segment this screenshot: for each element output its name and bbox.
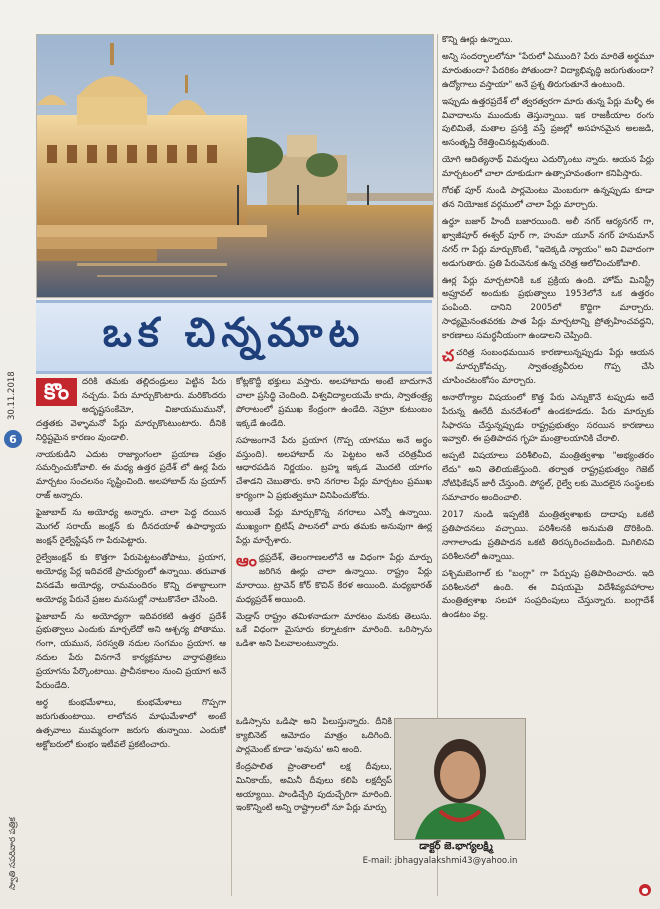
paragraph: 2017 నుండి ఇప్పటికి మంత్రిత్వశాఖకు దాదాపు ఒకటి ప్రతిపాదనలు వచ్చాయి. పరిశీలనకి అనుమతి దొరికింది. నాగాలాండు ప్రతిపాదన ఒకటి తిరస్కరించబడింది. మిగిలినవి పరిశీలనలో ఉన్నాయి. — [442, 510, 654, 562]
author-portrait-icon — [395, 719, 525, 839]
paragraph: ఫైజాబాద్ ను అయోధ్య అన్నారు. చాలా పెద్ద దయిన మొగల్ సరాయ్ జంక్షన్ కు దీనదయాళ్ ఉపాధ్యాయ జంక్షన్ రైల్వేస్టేషన్ గా పేరుపెట్టారు. — [36, 508, 226, 546]
article-column-1 — [36, 376, 226, 898]
issue-date: 30.11.2018 — [7, 371, 17, 420]
ayodhya-photo — [36, 34, 434, 298]
initial-letter: చ — [442, 346, 455, 366]
paragraph: కోట్లకొద్దీ భక్తులు వస్తారు. అలహాబాదు అంటే బాదుగానే చాలా ప్రసిద్ధి చెందింది. విశ్వవిద్యాలయమే కాదు, స్వాతంత్ర్య పోరాటంలో ప్రముఖ కేంద్రంగా ఉండేది. నెహ్రూ కుటుంబం ఇక్కడే ఉండేది. — [236, 377, 432, 429]
article-column-2-bottom — [236, 716, 392, 896]
paragraph: సహజంగానే పేరు ప్రయాగ (గొప్ప యాగము అనే అర్థం వస్తుంది). అలహాబాద్ ను పెట్టటం అనే చరిత్రమీద ఆధారపడిన నిర్ణయం. బ్రహ్మ ఇక్కడ మొదటి యాగం చేశాడని చెబుతారు. కాని నగరాల పేర్లు మార్చటం ప్రముఖ కార్యంగా ఏ ప్రభుత్వమూ వినిపించుకోదు. — [236, 435, 432, 502]
author-photo — [394, 718, 526, 840]
paragraph — [236, 552, 432, 608]
paragraph: ఒడిస్సాను ఒడిషా అని పిలుస్తున్నారు. దీనికి క్యాబినెట్ ఆమోదం మాత్రం ఒదిగింది. పార్లమెంట్ కూడా 'అవును' అని అంది. — [236, 717, 392, 755]
author-name: డాక్టర్ జె.భాగ్యలక్ష్మి — [419, 841, 493, 852]
title-banner — [36, 300, 432, 374]
paragraph: ఇప్పుడు ఉత్తరప్రదేశ్ లో త్వరత్వరగా మారు తున్న పేర్లు మళ్ళీ ఈ వివాదాలను ముందుకు తెస్తున్నాయి. ఇక రాజకీయాల రంగు పులిమితే, మతాల ప్రసక్తి వస్తే ప్రజల్లో అసహనమైన అలజడి, అసంతృప్తి రేకెత్తించినట్లవుతుంది. — [442, 96, 654, 149]
paragraph: రైల్వేజంక్షన్ కు కొత్తగా పేరుపెట్టటంతోపాటు, ప్రయాగ, అయోధ్య పేర్ల ఇదివరకే ప్రాచుర్యంలో ఉన్నాయి. తరువాత వినడమే అయోధ్య, రామమందిరం కొన్ని దశాబ్దాలుగా అయోధ్య పేరునే ప్రజల మనసుల్లో నాటుకొనేలా చేసింది. — [36, 552, 226, 605]
drop-cap: కొం — [36, 378, 77, 406]
page-number-badge: 6 — [4, 430, 22, 448]
paragraph: అయితే పేర్లు మార్చుకొన్న నగరాలు ఎన్నో ఉన్నాయి. ముఖ్యంగా బ్రిటిష్ పాలనలో వారు తమకు అనువుగా ఊర్ల పేర్లు మార్చేశారు. — [236, 508, 432, 546]
initial-letter: ఆం — [236, 550, 257, 570]
paragraph-text: ధ్రప్రదేశ్, తెలంగాణలలోనే ఆ విధంగా పేర్లు మార్పు జరిగిన ఊర్లు చాలా ఉన్నాయి. రాష్ట్రం పేర్లు మారాయి. ట్రావెన్ కోర్ కొచిన్ కేరళ అయింది. మధ్యభారత్ మధ్యప్రదేశ్ అయింది. — [236, 552, 432, 605]
paragraph: గోరఖ్ పూర్ నుండి పార్లమెంటు మెంబరుగా ఉన్నప్పుడు కూడా తన నియోజక వర్గములో చాలా పేర్లు మార్చారు. — [442, 186, 654, 210]
paragraph: కేంద్రపాలిత ప్రాంతాలలో లక్ష దీవులు, మినికాయ్, అమినీ దీవులు కలిపి లక్షద్వీప్ అయ్యాయి. పాండిచ్చేరి పుదుచ్చేరిగా మారింది. ఇంకొన్నింటి అన్ని రాష్ట్రాలలో నూ పేర్లు మార్పు — [236, 761, 392, 814]
paragraph: ఊర్ల పేర్లు మార్చటానికి ఒక ప్రక్రియ ఉంది. హోమ్ మినిస్ట్రీ అప్రూవల్ అందుకు ప్రభుత్వాలు 1953లోనే ఒక ఉత్తరం పంపింది. దానిని 2005లో కొద్దిగా మార్చారు. సాధ్యమైనంతవరకు పాత పేర్లు మార్చటాన్ని ప్రోత్సహించవద్దని, కారణాలు సమర్థనీయంగా ఉండాలని చెప్పింది. — [442, 275, 654, 342]
article-title: ఒక చిన్నమాట — [102, 308, 366, 356]
article-column-2 — [236, 376, 432, 716]
paragraph: నాయకుడిని ఎదుట రాజ్యాంగంలా ప్రయాణ పత్రం సమర్పించుకోవాలి. ఈ మధ్య ఉత్తర ప్రదేశ్ లో ఊర్ల పేరు మార్చటం సంచలనం సృష్టించింది. అలహాబాద్ ను ప్రయాగ్ రాజ్ అన్నారు. — [36, 449, 226, 502]
ghat-illustration — [37, 35, 433, 297]
column-rule — [231, 380, 232, 896]
paragraph: యోగి ఆదిత్యనాథ్ విమర్శలు ఎదుర్కొంటు న్నారు. ఆయన పేర్లు మార్చటంలో చాలా దూకుడుగా ఉత్సాహవంతంగా కనిపిస్తారు. — [442, 155, 654, 180]
end-mark-icon: ● — [639, 884, 651, 896]
paragraph: అన్ని సందర్భాలలోనూ "పేరులో ఏముంది? పేరు మారితే అర్థమూ మారుతుందా? పేదరికం పోతుందా? విద్యాభివృద్ధి జరుగుతుందా? ఉద్యోగాలు వస్తాయా" అనే ప్రశ్న తిరుగుతూనే ఉంటుంది. — [442, 51, 654, 90]
magazine-name: స్వాతి సపరివార పత్రిక — [8, 817, 18, 890]
paragraph — [442, 347, 654, 389]
paragraph: అర్ధ కుంభమేళాలు, కుంభమేళాలు గొప్పగా జరుగుతుంటాయి. లాలోచన మాఘమేళాలో అంటే ఉత్సవాలు ముమ్మరంగా జరుగు తున్నాయి. ఎందుకో అక్టోబరులో కుంభం ఇటీవలే ప్రకటించారు. — [36, 697, 226, 750]
paragraph: మెడ్రాస్ రాష్ట్రం తమిళనాడుగా మారటం మనకు తెలుసు. ఒకే విధంగా మైసూరు కర్నాటకగా మారింది. ఒరిస్సాను ఒడిశా అని పిలవాలంటున్నారు. — [236, 611, 432, 650]
paragraph: అనారోగ్యాల విషయంలో కొత్త పేరు ఎన్నుకొనే టప్పుడు అదే పేరున్న ఊరేదీ మనదేశంలో ఉండకూడదు. పేరు మార్పుకు సిఫారసు చేస్తున్నప్పుడు రాష్ట్రప్రభుత్వం సరయిన కారణాలు ఇవ్వాలి. ఈ ప్రతిపాదన గృహ మంత్రాలయానికి చేరాలి. — [442, 392, 654, 445]
paragraph: అప్పటి విషయాలు పరిశీలించి, మంత్రిత్వశాఖ "అభ్యంతరం లేదు" అని తెలియజేస్తుంది. తర్వాత రాష్ట్రప్రభుత్వం గెజెట్ నోటిఫికేషన్ జారీ చేస్తుంది. పోస్టల్, రైల్వే లకు మొదలైన సంస్థలకు సమాచారం అందించాలి. — [442, 451, 654, 504]
paragraph: కొన్ని ఊర్లు ఉన్నాయి. — [442, 35, 514, 45]
author-email: E-mail: jbhagyalakshmi43@yahoo.in — [362, 856, 518, 866]
paragraph: ఉర్దూ బజార్ హిందీ బజారయింది. అలీ నగర్ ఆర్యనగర్ గా, ఖ్వాజీపూర్ ఈశ్వర్ పూర్ గా, హుమా యూన్ నగర్ హనుమాన్ నగర్ గా పేర్లు మార్చుకొంటే, "ఇదెక్కడి న్యాయం" అని వివాదంగా అడుగుతారు. ప్రతి పేరువెనుక ఉన్న చరిత్ర ఆలోచించుకోవాలి. — [442, 216, 654, 269]
paragraph-text: చరిత్ర సంబంధమయిన కారణాలున్నప్పుడు పేర్లు ఆయన మార్చుకోవచ్చు. స్వాతంత్ర్యవీరుల గొప్ప చేసి చూపించటంకోసం మార్చారు. — [442, 348, 654, 386]
paragraph: దరికి తమకు తల్లిదండ్రులు పెట్టిన పేరు నచ్చదు. పేరు మార్చుకొంటారు. మరికొందరు అదృష్టసంకేమో, విజాయముమునో, దత్తతకు వెళ్ళామనో పేర్లు మార్చుకొంటుంటారు. దీనికి నిర్దిష్టమైన కారణం వుండాలి. — [36, 377, 226, 443]
paragraph: పశ్చిమబెంగాల్ కు "బంగ్లా" గా పేర్పుపు ప్రతిపాదించారు. ఇది పరిశీలనలో ఉంది. ఈ విషయమై విదేశీవ్యవహారాల మంత్రిత్వశాఖ సలహా సంప్రదింపులు చేస్తున్నారు. బంగ్లాదేశ్ ఉండటం వల్ల. — [442, 568, 654, 621]
paragraph: ఫైజాబాద్ ను అయోధ్యగా ఇదివరకటి ఉత్తర ప్రదేశ్ ప్రభుత్వాలు ఎందుకు మార్చలేదో అని ఆశ్చర్య పోతాము. గంగా, యమున, సరస్వతి నదుల సంగమం ప్రయాగ. ఆ నదుల పేరు వినగానే కార్యక్రమాల వార్తాపత్రికలు ప్రయాగను పేర్కొంటాయి. ప్రాచీనకాలం నుంచి ప్రయాగ అనే పేరుండేది. — [36, 611, 226, 692]
